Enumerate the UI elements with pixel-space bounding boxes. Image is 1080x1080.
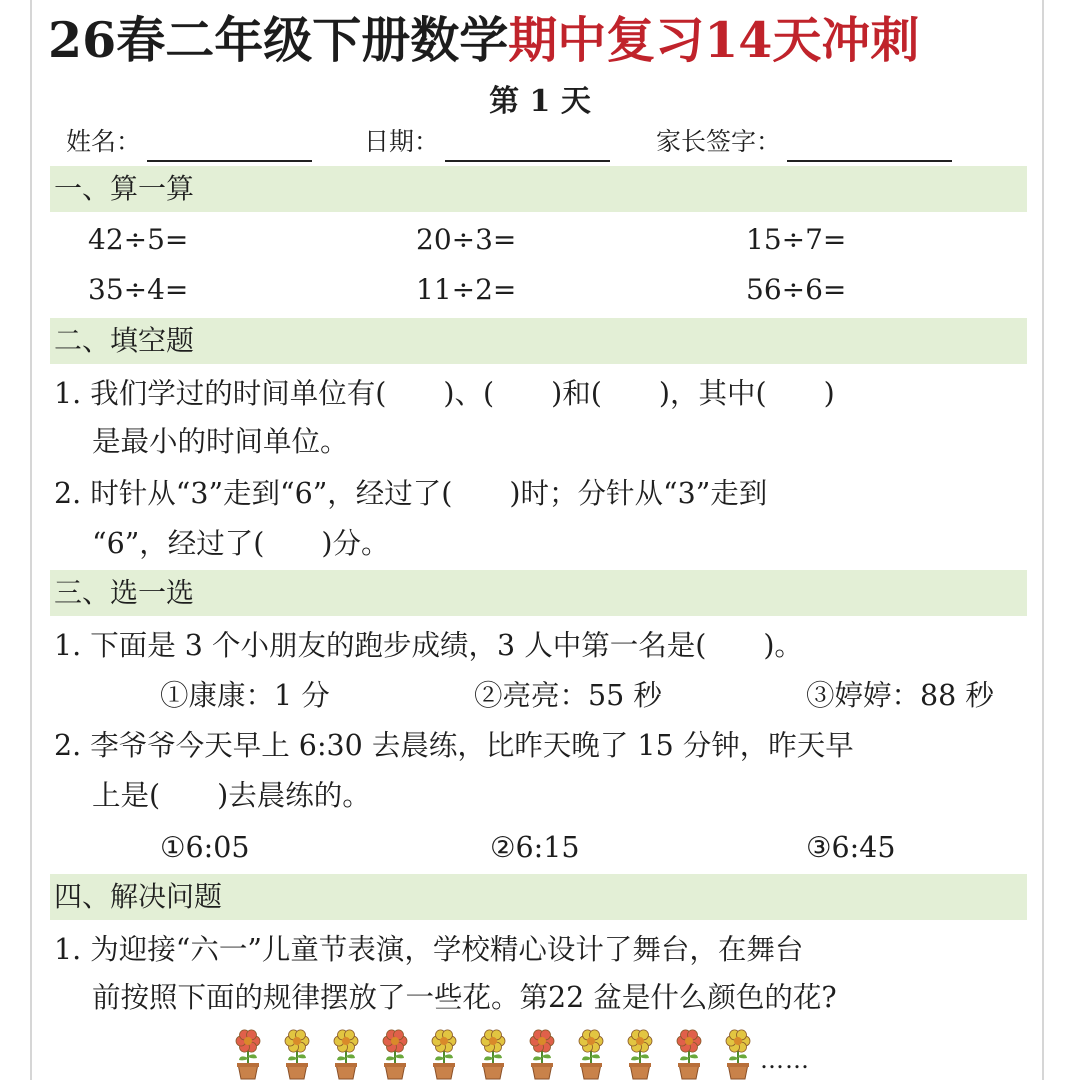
red-flower-pot xyxy=(671,1028,707,1080)
ellipsis: …… xyxy=(760,1046,810,1074)
yellow-flower-pot xyxy=(328,1028,364,1080)
page-title xyxy=(48,4,1038,76)
yellow-flower-pot xyxy=(475,1028,511,1080)
day-heading: 第 1 天 xyxy=(489,84,591,119)
title-part-black: 26春二年级下册数学 xyxy=(48,11,509,69)
red-flower-pot xyxy=(230,1028,266,1080)
name-label: 姓名： xyxy=(66,127,142,156)
calc-item: 35÷4= xyxy=(88,273,189,306)
section-choose-header: 三、选一选 xyxy=(50,570,1027,616)
name-field[interactable] xyxy=(66,122,312,162)
yellow-flower-pot xyxy=(279,1028,315,1080)
date-field[interactable] xyxy=(364,122,610,162)
choose-q1-option-3[interactable]: ③婷婷：88 秒 xyxy=(806,679,994,712)
choose-q1-option-2[interactable]: ②亮亮：55 秒 xyxy=(474,679,662,712)
choose-question-2-line-2: 上是( )去晨练的。 xyxy=(92,779,371,812)
parent-signature-field[interactable] xyxy=(656,122,952,162)
name-blank[interactable] xyxy=(147,130,312,162)
calc-item: 15÷7= xyxy=(746,223,847,256)
yellow-flower-pot xyxy=(622,1028,658,1080)
date-blank[interactable] xyxy=(445,130,610,162)
calc-item: 20÷3= xyxy=(416,223,517,256)
fill-question-2-line-1: 2. 时针从“3”走到“6”，经过了( )时；分针从“3”走到 xyxy=(54,477,768,510)
choose-question-1: 1. 下面是 3 个小朋友的跑步成绩，3 人中第一名是( )。 xyxy=(54,629,803,662)
parent-signature-blank[interactable] xyxy=(787,130,952,162)
fill-question-2-line-2: “6”，经过了( )分。 xyxy=(92,527,390,560)
parent-signature-label: 家长签字： xyxy=(656,127,782,156)
solve-question-1-line-2: 前按照下面的规律摆放了一些花。第22 盆是什么颜色的花? xyxy=(92,981,837,1014)
section-fill-header: 二、填空题 xyxy=(50,318,1027,364)
yellow-flower-pot xyxy=(426,1028,462,1080)
red-flower-pot xyxy=(524,1028,560,1080)
section-solve-header: 四、解决问题 xyxy=(50,874,1027,920)
solve-question-1-line-1: 1. 为迎接“六一”儿童节表演，学校精心设计了舞台，在舞台 xyxy=(54,933,804,966)
choose-q1-option-1[interactable]: ①康康：1 分 xyxy=(160,679,330,712)
choose-q2-option-3[interactable]: ③6:45 xyxy=(806,831,896,864)
calc-item: 42÷5= xyxy=(88,223,189,256)
yellow-flower-pot xyxy=(573,1028,609,1080)
fill-question-1-line-2: 是最小的时间单位。 xyxy=(92,425,349,458)
choose-question-2-line-1: 2. 李爷爷今天早上 6:30 去晨练，比昨天晚了 15 分钟，昨天早 xyxy=(54,729,854,762)
flower-pattern-row xyxy=(230,1028,830,1080)
yellow-flower-pot xyxy=(720,1028,756,1080)
title-part-red: 期中复习14天冲刺 xyxy=(508,11,920,69)
calc-item: 11÷2= xyxy=(416,273,517,306)
fill-question-1-line-1: 1. 我们学过的时间单位有( )、( )和( )，其中( ) xyxy=(54,377,835,410)
calc-item: 56÷6= xyxy=(746,273,847,306)
red-flower-pot xyxy=(377,1028,413,1080)
date-label: 日期： xyxy=(364,127,440,156)
section-calc-header: 一、算一算 xyxy=(50,166,1027,212)
choose-q2-option-2[interactable]: ②6:15 xyxy=(490,831,580,864)
choose-q2-option-1[interactable]: ①6:05 xyxy=(160,831,250,864)
